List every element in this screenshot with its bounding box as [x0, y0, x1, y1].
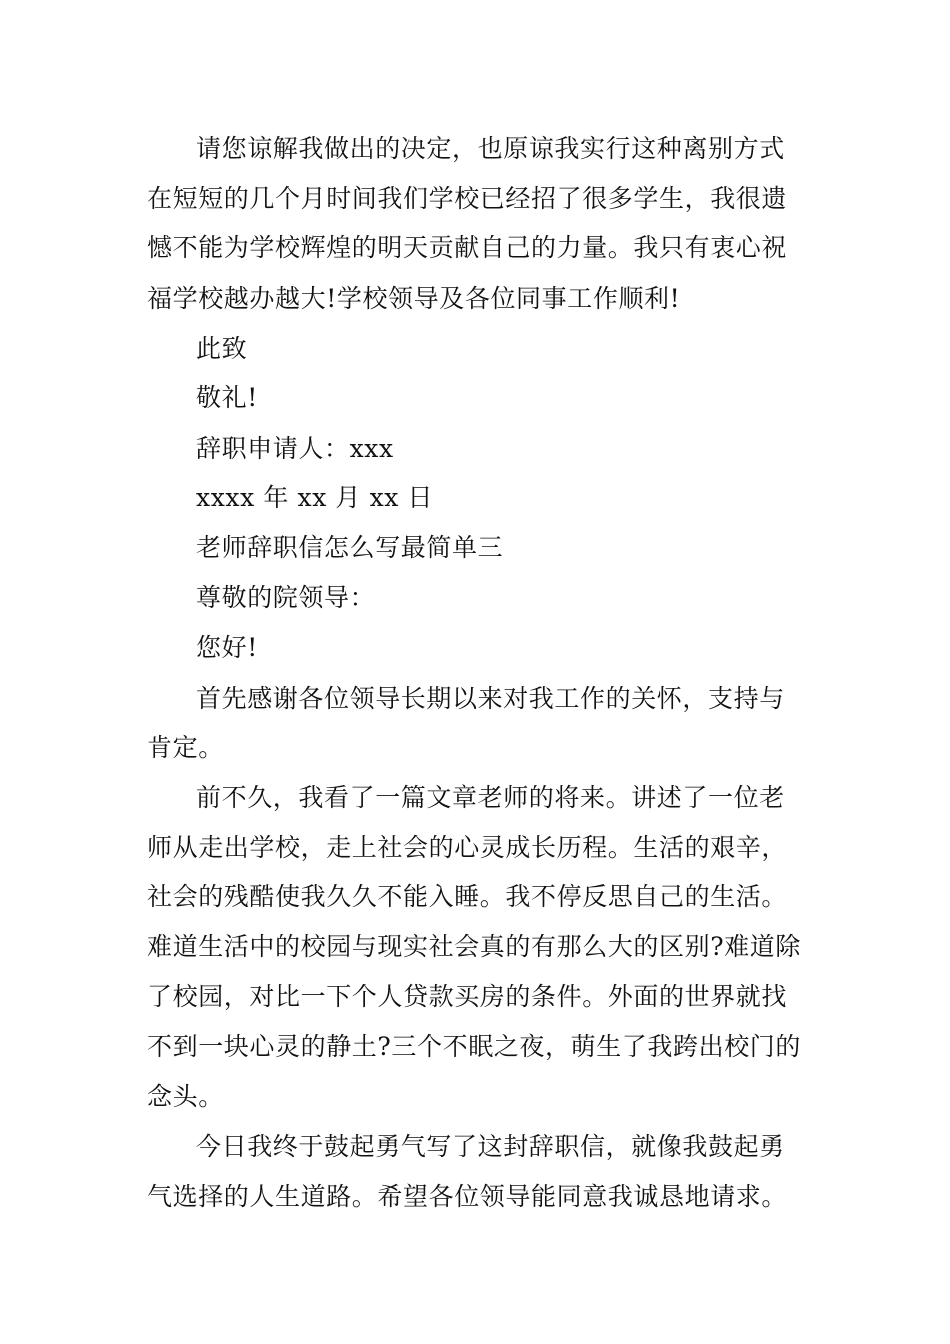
text-line: 请您谅解我做出的决定，也原谅我实行这种离别方式	[196, 134, 785, 163]
text-line: 气选择的人生道路。希望各位领导能同意我诚恳地请求。	[147, 1182, 788, 1211]
section-title: 老师辞职信怎么写最简单三	[196, 533, 504, 562]
text-line: 首先感谢各位领导长期以来对我工作的关怀，支持与	[196, 684, 785, 713]
text-line: 憾不能为学校辉煌的明天贡献自己的力量。我只有衷心祝	[147, 233, 788, 262]
greeting-line: 您好!	[196, 633, 258, 662]
text-line: 师从走出学校，走上社会的心灵成长历程。生活的艰辛，	[147, 833, 788, 862]
date-line: xxxx 年 xx 月 xx 日	[196, 483, 434, 512]
text-line: 前不久，我看了一篇文章老师的将来。讲述了一位老	[196, 783, 785, 812]
text-line: 今日我终于鼓起勇气写了这封辞职信，就像我鼓起勇	[196, 1132, 785, 1161]
text-line: 在短短的几个月时间我们学校已经招了很多学生，我很遗	[147, 184, 788, 213]
salutation-line: 尊敬的院领导：	[196, 583, 376, 612]
text-line: 肯定。	[147, 733, 224, 762]
text-line: 福学校越办越大!学校领导及各位同事工作顺利!	[147, 284, 681, 313]
closing-line: 此致	[196, 334, 248, 363]
closing-line: 敬礼!	[196, 383, 258, 412]
text-line: 不到一块心灵的静土?三个不眠之夜，萌生了我跨出校门的	[147, 1032, 802, 1061]
signature-line: 辞职申请人：xxx	[196, 434, 394, 463]
text-line: 难道生活中的校园与现实社会真的有那么大的区别?难道除	[147, 932, 802, 961]
text-line: 念头。	[147, 1082, 224, 1111]
text-line: 社会的残酷使我久久不能入睡。我不停反思自己的生活。	[147, 882, 788, 911]
text-line: 了校园，对比一下个人贷款买房的条件。外面的世界就找	[147, 982, 788, 1011]
